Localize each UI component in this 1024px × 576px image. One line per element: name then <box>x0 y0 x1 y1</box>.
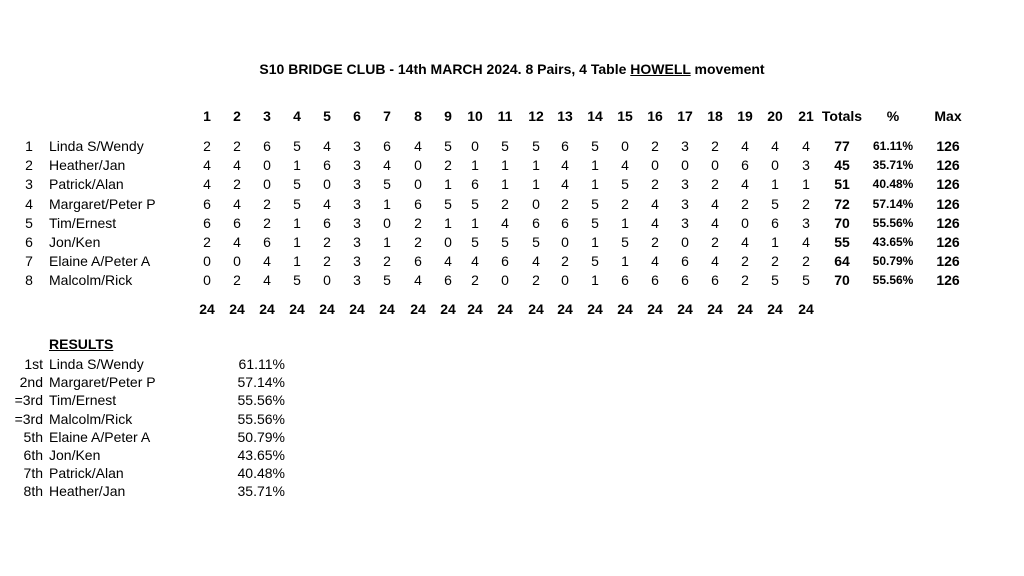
pair-max: 126 <box>936 253 960 269</box>
score-cell: 1 <box>771 234 779 250</box>
pair-number: 5 <box>25 215 33 231</box>
score-cell: 3 <box>353 253 361 269</box>
score-cell: 6 <box>681 253 689 269</box>
score-cell: 6 <box>383 138 391 154</box>
score-cell: 3 <box>802 157 810 173</box>
result-name: Jon/Ken <box>49 447 101 463</box>
score-cell: 0 <box>711 157 719 173</box>
score-cell: 4 <box>414 272 422 288</box>
result-percent: 55.56% <box>237 392 285 408</box>
score-cell: 2 <box>532 272 540 288</box>
score-cell: 2 <box>621 196 629 212</box>
score-cell: 2 <box>561 196 569 212</box>
max-header: Max <box>934 108 962 124</box>
score-cell: 5 <box>802 272 810 288</box>
score-cell: 3 <box>681 176 689 192</box>
score-cell: 5 <box>591 196 599 212</box>
score-cell: 1 <box>293 215 301 231</box>
score-cell: 3 <box>681 215 689 231</box>
board-total: 24 <box>647 301 663 317</box>
score-cell: 6 <box>532 215 540 231</box>
pair-name: Jon/Ken <box>49 234 101 250</box>
score-cell: 2 <box>471 272 479 288</box>
result-place: 7th <box>23 465 43 481</box>
score-cell: 4 <box>561 176 569 192</box>
board-total: 24 <box>319 301 335 317</box>
score-cell: 5 <box>293 176 301 192</box>
score-cell: 0 <box>771 157 779 173</box>
score-cell: 5 <box>771 196 779 212</box>
score-cell: 6 <box>323 215 331 231</box>
pair-name: Patrick/Alan <box>49 176 124 192</box>
score-cell: 4 <box>414 138 422 154</box>
score-cell: 1 <box>532 176 540 192</box>
score-cell: 0 <box>383 215 391 231</box>
score-cell: 5 <box>293 196 301 212</box>
score-cell: 0 <box>414 157 422 173</box>
totals-header: Totals <box>821 108 863 124</box>
score-cell: 2 <box>414 215 422 231</box>
pair-percent: 61.11% <box>872 139 914 153</box>
score-cell: 1 <box>591 157 599 173</box>
score-cell: 4 <box>532 253 540 269</box>
score-cell: 2 <box>711 234 719 250</box>
score-cell: 1 <box>591 234 599 250</box>
pair-number: 6 <box>25 234 33 250</box>
results-heading: RESULTS <box>49 336 114 352</box>
pair-total: 70 <box>834 272 850 288</box>
score-cell: 6 <box>621 272 629 288</box>
board-header: 13 <box>557 108 573 124</box>
score-cell: 5 <box>591 215 599 231</box>
result-name: Linda S/Wendy <box>49 356 144 372</box>
pair-total: 64 <box>834 253 850 269</box>
score-cell: 5 <box>621 176 629 192</box>
score-cell: 3 <box>802 215 810 231</box>
score-cell: 4 <box>383 157 391 173</box>
score-cell: 6 <box>414 253 422 269</box>
board-total: 24 <box>259 301 275 317</box>
score-cell: 0 <box>263 157 271 173</box>
score-cell: 1 <box>471 157 479 173</box>
result-place: =3rd <box>14 411 43 427</box>
score-cell: 2 <box>233 272 241 288</box>
pair-total: 70 <box>834 215 850 231</box>
board-header: 2 <box>233 108 241 124</box>
score-cell: 2 <box>233 138 241 154</box>
score-cell: 6 <box>651 272 659 288</box>
score-cell: 2 <box>651 138 659 154</box>
score-cell: 0 <box>681 234 689 250</box>
board-header: 8 <box>414 108 422 124</box>
score-cell: 6 <box>711 272 719 288</box>
pair-number: 1 <box>25 138 33 154</box>
pair-name: Elaine A/Peter A <box>49 253 151 269</box>
score-cell: 0 <box>233 253 241 269</box>
score-cell: 2 <box>203 234 211 250</box>
score-cell: 5 <box>591 138 599 154</box>
score-cell: 1 <box>444 176 452 192</box>
board-total: 24 <box>767 301 783 317</box>
pair-name: Heather/Jan <box>49 157 126 173</box>
score-cell: 2 <box>802 253 810 269</box>
score-cell: 0 <box>263 176 271 192</box>
pair-total: 45 <box>834 157 850 173</box>
board-total: 24 <box>440 301 456 317</box>
score-cell: 2 <box>501 196 509 212</box>
score-cell: 6 <box>771 215 779 231</box>
score-cell: 2 <box>561 253 569 269</box>
score-cell: 1 <box>501 157 509 173</box>
score-cell: 0 <box>323 176 331 192</box>
score-cell: 4 <box>802 138 810 154</box>
score-cell: 0 <box>501 272 509 288</box>
pair-percent: 55.56% <box>872 273 914 287</box>
result-place: 2nd <box>19 374 43 390</box>
score-cell: 2 <box>711 138 719 154</box>
score-cell: 4 <box>501 215 509 231</box>
score-cell: 6 <box>263 234 271 250</box>
board-header: 14 <box>587 108 603 124</box>
board-total: 24 <box>587 301 603 317</box>
score-cell: 4 <box>203 157 211 173</box>
score-cell: 1 <box>532 157 540 173</box>
score-cell: 4 <box>651 215 659 231</box>
pair-percent: 40.48% <box>872 177 914 191</box>
score-cell: 4 <box>741 138 749 154</box>
score-cell: 1 <box>621 215 629 231</box>
title-prefix: S10 BRIDGE CLUB - 14th MARCH 2024. 8 Pairs, 4 Table <box>259 61 631 77</box>
score-cell: 6 <box>561 138 569 154</box>
board-total: 24 <box>497 301 513 317</box>
result-percent: 35.71% <box>237 483 285 499</box>
board-total: 24 <box>289 301 305 317</box>
score-cell: 0 <box>323 272 331 288</box>
pair-percent: 43.65% <box>872 235 914 249</box>
score-cell: 2 <box>323 253 331 269</box>
pair-max: 126 <box>936 234 960 250</box>
score-cell: 2 <box>414 234 422 250</box>
result-percent: 43.65% <box>237 447 285 463</box>
page-title <box>0 61 1024 77</box>
score-cell: 5 <box>532 138 540 154</box>
score-cell: 4 <box>233 196 241 212</box>
score-cell: 0 <box>561 272 569 288</box>
result-percent: 57.14% <box>237 374 285 390</box>
score-cell: 5 <box>383 176 391 192</box>
score-cell: 1 <box>771 176 779 192</box>
result-place: 1st <box>24 356 43 372</box>
pair-name: Margaret/Peter P <box>49 196 156 212</box>
score-cell: 1 <box>501 176 509 192</box>
score-cell: 5 <box>444 196 452 212</box>
score-cell: 4 <box>741 234 749 250</box>
board-total: 24 <box>677 301 693 317</box>
result-percent: 55.56% <box>237 411 285 427</box>
score-cell: 3 <box>353 272 361 288</box>
board-header: 20 <box>767 108 783 124</box>
board-header: 11 <box>497 108 513 124</box>
score-cell: 2 <box>323 234 331 250</box>
score-cell: 5 <box>771 272 779 288</box>
score-cell: 5 <box>532 234 540 250</box>
result-place: 5th <box>23 429 43 445</box>
score-cell: 6 <box>681 272 689 288</box>
score-cell: 5 <box>501 234 509 250</box>
score-cell: 1 <box>383 196 391 212</box>
score-cell: 5 <box>293 272 301 288</box>
board-header: 3 <box>263 108 271 124</box>
score-cell: 4 <box>233 157 241 173</box>
score-cell: 2 <box>203 138 211 154</box>
result-name: Elaine A/Peter A <box>49 429 151 445</box>
score-cell: 2 <box>651 234 659 250</box>
score-cell: 4 <box>651 196 659 212</box>
score-cell: 2 <box>741 196 749 212</box>
result-name: Heather/Jan <box>49 483 126 499</box>
score-cell: 1 <box>293 157 301 173</box>
result-percent: 40.48% <box>237 465 285 481</box>
score-cell: 4 <box>263 272 271 288</box>
score-cell: 3 <box>681 138 689 154</box>
score-cell: 3 <box>353 138 361 154</box>
board-header: 19 <box>737 108 753 124</box>
score-cell: 4 <box>233 234 241 250</box>
pair-name: Tim/Ernest <box>49 215 117 231</box>
score-cell: 6 <box>444 272 452 288</box>
score-cell: 1 <box>591 272 599 288</box>
pair-number: 2 <box>25 157 33 173</box>
pair-total: 51 <box>834 176 850 192</box>
pair-max: 126 <box>936 157 960 173</box>
score-cell: 5 <box>501 138 509 154</box>
score-cell: 6 <box>203 215 211 231</box>
score-cell: 5 <box>621 234 629 250</box>
title-suffix: movement <box>690 61 765 77</box>
pair-number: 4 <box>25 196 33 212</box>
score-cell: 0 <box>532 196 540 212</box>
score-cell: 4 <box>323 138 331 154</box>
score-cell: 3 <box>353 234 361 250</box>
score-cell: 2 <box>711 176 719 192</box>
score-cell: 4 <box>711 215 719 231</box>
score-cell: 6 <box>501 253 509 269</box>
pair-percent: 50.79% <box>872 254 914 268</box>
score-cell: 2 <box>233 176 241 192</box>
score-cell: 0 <box>681 157 689 173</box>
score-cell: 4 <box>203 176 211 192</box>
board-header: 10 <box>467 108 483 124</box>
score-cell: 2 <box>651 176 659 192</box>
score-cell: 4 <box>561 157 569 173</box>
score-cell: 5 <box>471 234 479 250</box>
pair-percent: 55.56% <box>872 216 914 230</box>
score-cell: 5 <box>383 272 391 288</box>
pair-percent: 57.14% <box>872 197 914 211</box>
pair-max: 126 <box>936 272 960 288</box>
score-cell: 2 <box>741 272 749 288</box>
score-cell: 2 <box>802 196 810 212</box>
pair-name: Malcolm/Rick <box>49 272 133 288</box>
score-cell: 3 <box>353 215 361 231</box>
pair-number: 3 <box>25 176 33 192</box>
board-total: 24 <box>617 301 633 317</box>
result-name: Margaret/Peter P <box>49 374 156 390</box>
board-header: 15 <box>617 108 633 124</box>
board-header: 9 <box>444 108 452 124</box>
board-total: 24 <box>557 301 573 317</box>
board-header: 4 <box>293 108 301 124</box>
pair-name: Linda S/Wendy <box>49 138 144 154</box>
score-cell: 6 <box>323 157 331 173</box>
score-cell: 4 <box>741 176 749 192</box>
score-cell: 1 <box>383 234 391 250</box>
score-cell: 6 <box>263 138 271 154</box>
score-cell: 6 <box>471 176 479 192</box>
board-total: 24 <box>737 301 753 317</box>
score-cell: 1 <box>444 215 452 231</box>
score-cell: 3 <box>353 196 361 212</box>
pair-max: 126 <box>936 138 960 154</box>
result-place: 6th <box>23 447 43 463</box>
board-total: 24 <box>798 301 814 317</box>
pair-percent: 35.71% <box>872 158 914 172</box>
board-header: 7 <box>383 108 391 124</box>
score-cell: 2 <box>263 196 271 212</box>
score-cell: 0 <box>651 157 659 173</box>
score-cell: 1 <box>621 253 629 269</box>
score-cell: 6 <box>233 215 241 231</box>
result-name: Patrick/Alan <box>49 465 124 481</box>
score-cell: 3 <box>353 176 361 192</box>
score-cell: 0 <box>444 234 452 250</box>
score-cell: 2 <box>741 253 749 269</box>
score-cell: 4 <box>802 234 810 250</box>
board-header: 5 <box>323 108 331 124</box>
score-cell: 1 <box>293 234 301 250</box>
score-cell: 2 <box>771 253 779 269</box>
score-cell: 4 <box>711 196 719 212</box>
board-total: 24 <box>467 301 483 317</box>
pair-total: 55 <box>834 234 850 250</box>
score-cell: 0 <box>561 234 569 250</box>
board-total: 24 <box>199 301 215 317</box>
pair-max: 126 <box>936 196 960 212</box>
score-cell: 4 <box>323 196 331 212</box>
score-cell: 4 <box>621 157 629 173</box>
board-total: 24 <box>229 301 245 317</box>
score-cell: 6 <box>561 215 569 231</box>
board-header: 21 <box>798 108 814 124</box>
score-cell: 0 <box>471 138 479 154</box>
score-cell: 5 <box>471 196 479 212</box>
pair-max: 126 <box>936 176 960 192</box>
score-cell: 3 <box>681 196 689 212</box>
title-underlined: HOWELL <box>630 61 691 77</box>
board-header: 12 <box>528 108 544 124</box>
score-cell: 5 <box>444 138 452 154</box>
score-cell: 2 <box>383 253 391 269</box>
score-cell: 1 <box>591 176 599 192</box>
pair-number: 8 <box>25 272 33 288</box>
score-cell: 4 <box>471 253 479 269</box>
score-cell: 2 <box>444 157 452 173</box>
score-cell: 4 <box>711 253 719 269</box>
score-cell: 5 <box>293 138 301 154</box>
score-cell: 1 <box>293 253 301 269</box>
score-cell: 5 <box>591 253 599 269</box>
score-cell: 6 <box>741 157 749 173</box>
board-header: 16 <box>647 108 663 124</box>
board-total: 24 <box>707 301 723 317</box>
score-cell: 4 <box>444 253 452 269</box>
board-header: 18 <box>707 108 723 124</box>
board-header: 1 <box>203 108 211 124</box>
score-cell: 0 <box>414 176 422 192</box>
result-name: Tim/Ernest <box>49 392 117 408</box>
result-percent: 50.79% <box>237 429 285 445</box>
score-cell: 6 <box>414 196 422 212</box>
result-place: 8th <box>23 483 43 499</box>
result-place: =3rd <box>14 392 43 408</box>
score-cell: 0 <box>741 215 749 231</box>
score-cell: 2 <box>263 215 271 231</box>
board-header: 17 <box>677 108 693 124</box>
pair-max: 126 <box>936 215 960 231</box>
score-cell: 1 <box>802 176 810 192</box>
pair-number: 7 <box>25 253 33 269</box>
score-cell: 3 <box>353 157 361 173</box>
board-total: 24 <box>349 301 365 317</box>
score-cell: 0 <box>621 138 629 154</box>
score-cell: 4 <box>651 253 659 269</box>
board-total: 24 <box>379 301 395 317</box>
score-cell: 4 <box>771 138 779 154</box>
board-header: 6 <box>353 108 361 124</box>
result-name: Malcolm/Rick <box>49 411 133 427</box>
board-total: 24 <box>528 301 544 317</box>
score-cell: 6 <box>203 196 211 212</box>
score-cell: 4 <box>263 253 271 269</box>
pair-total: 72 <box>834 196 850 212</box>
result-percent: 61.11% <box>238 356 285 372</box>
score-cell: 0 <box>203 272 211 288</box>
board-total: 24 <box>410 301 426 317</box>
pair-total: 77 <box>834 138 850 154</box>
score-cell: 0 <box>203 253 211 269</box>
score-cell: 1 <box>471 215 479 231</box>
percent-header: % <box>886 108 900 124</box>
